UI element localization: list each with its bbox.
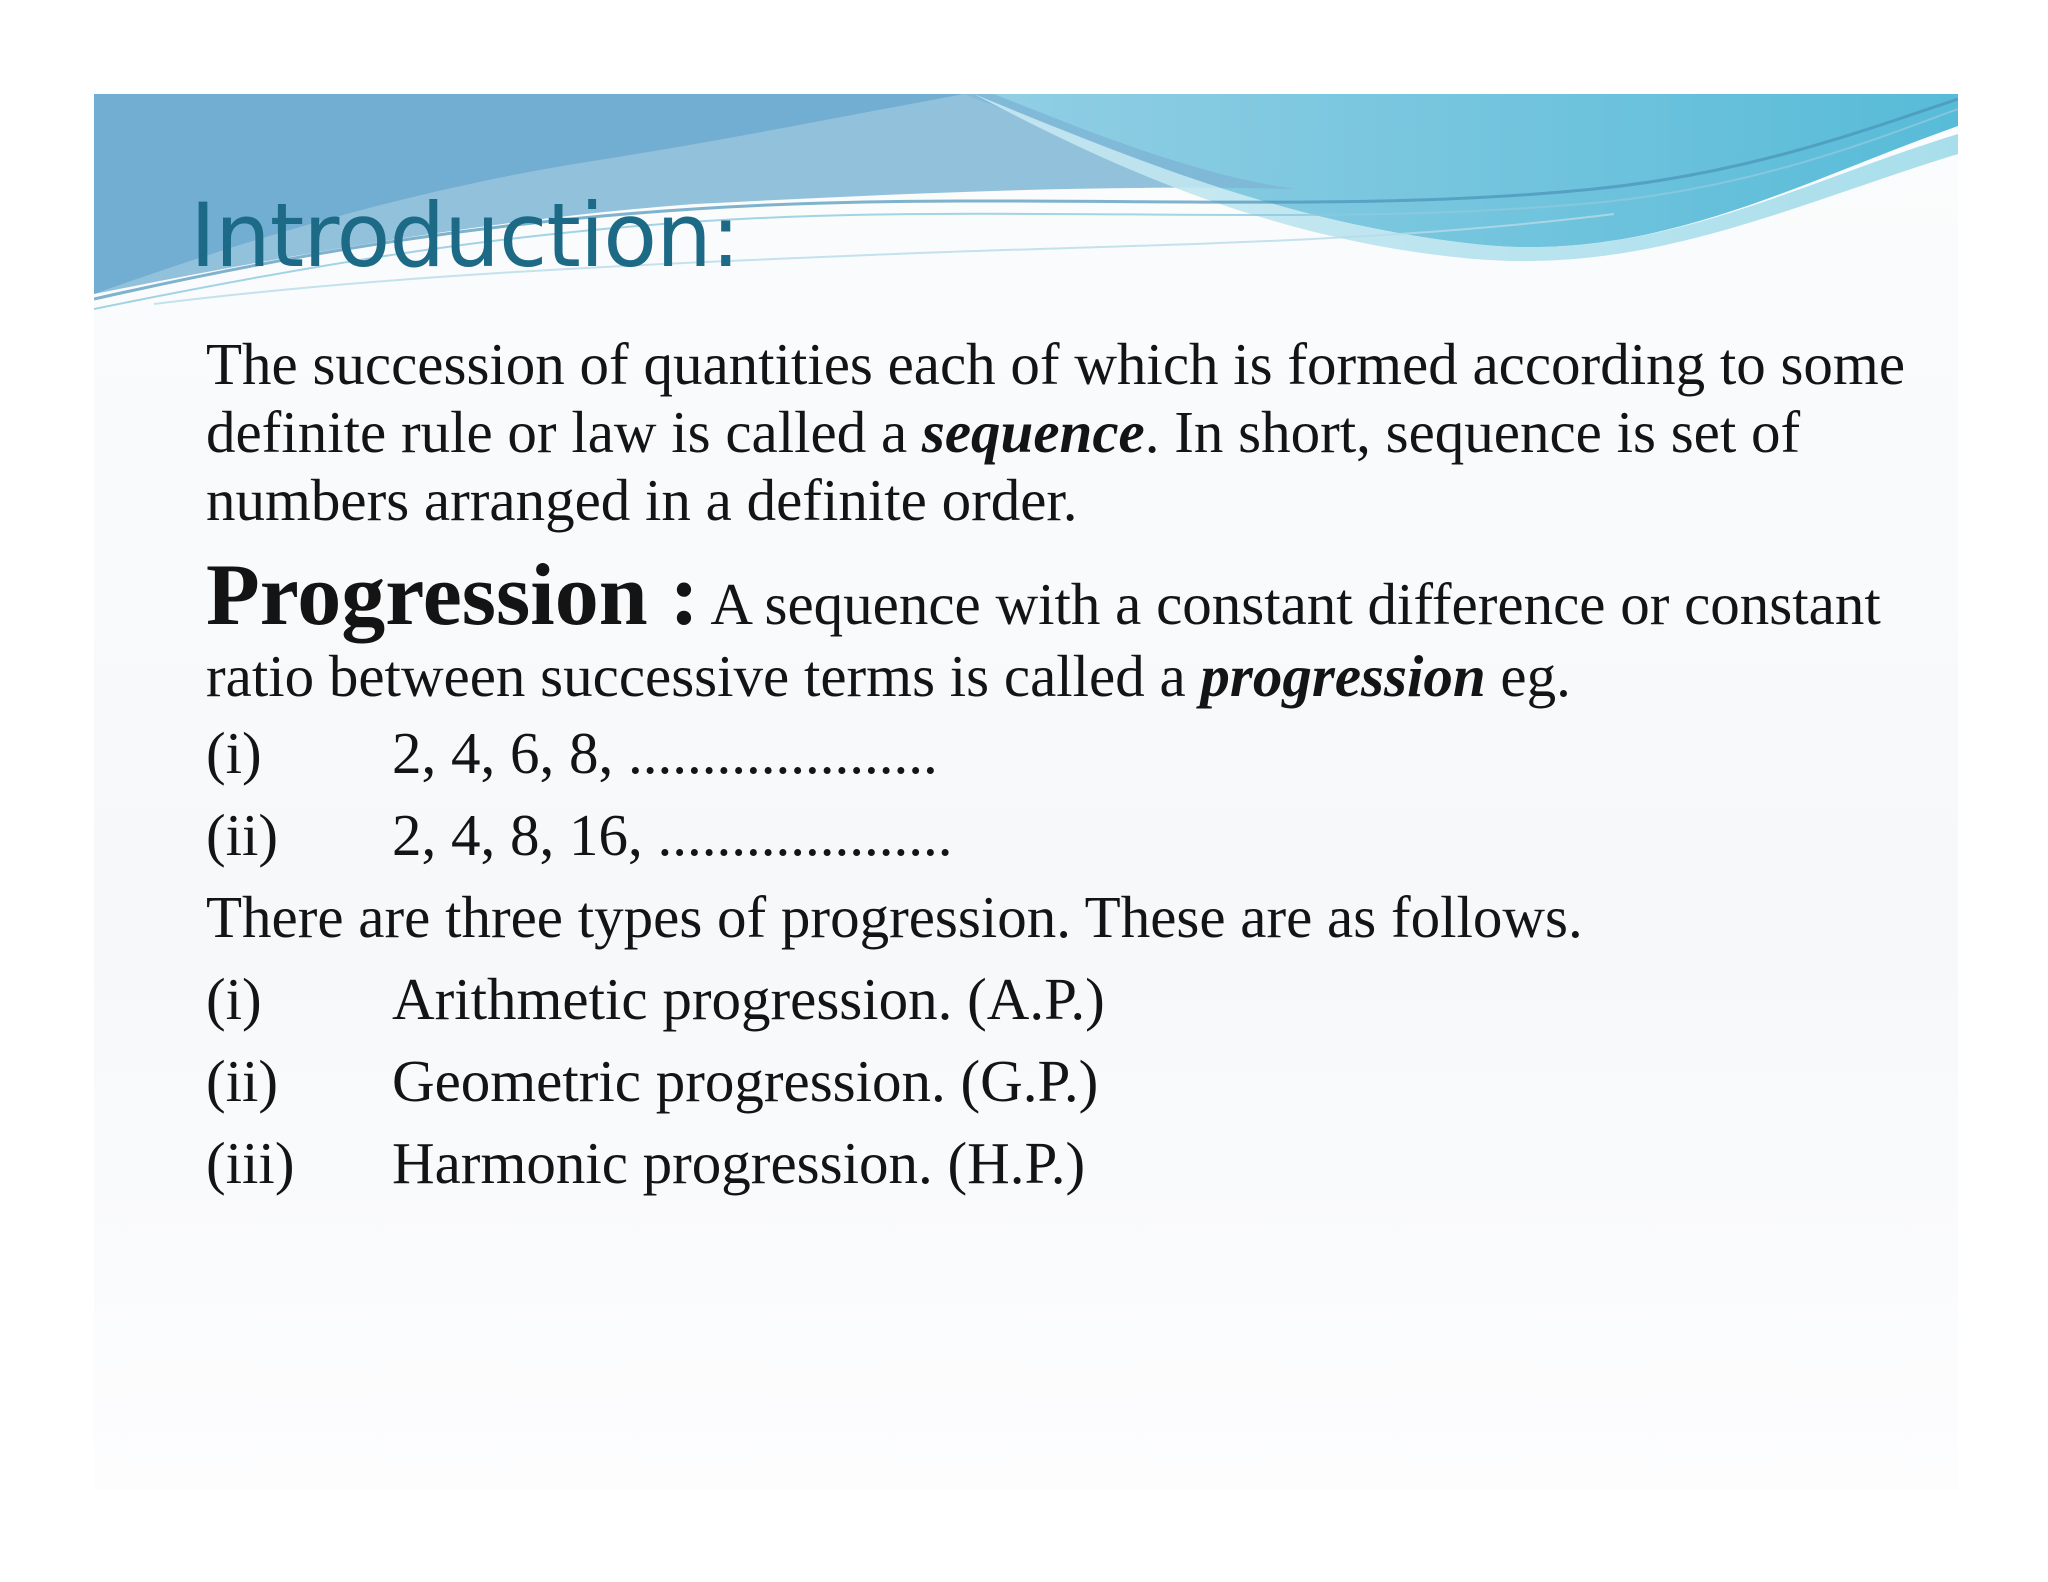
example-item [206, 794, 1926, 876]
example-text: 2, 4, 6, 8, ..................... [392, 720, 938, 786]
type-text: Harmonic progression. (H.P.) [392, 1130, 1086, 1196]
sequence-definition [206, 330, 1926, 534]
type-text: Geometric progression. (G.P.) [392, 1048, 1099, 1114]
sequence-text-after: . In short, sequence is set of numbers arranged in a definite order. [206, 399, 1801, 533]
progression-heading: Progression : [206, 547, 699, 644]
types-list [206, 958, 1926, 1204]
type-item [206, 1122, 1926, 1204]
example-text: 2, 4, 8, 16, .................... [392, 802, 953, 868]
example-number: (ii) [206, 802, 279, 868]
progression-term: progression [1200, 643, 1486, 709]
sequence-term: sequence [921, 399, 1145, 465]
slide-title: Introduction: [190, 184, 740, 287]
progression-definition [206, 547, 1926, 712]
type-item [206, 1040, 1926, 1122]
type-number: (ii) [206, 1048, 279, 1114]
type-item [206, 958, 1926, 1040]
examples-list [206, 712, 1926, 876]
type-number: (iii) [206, 1130, 295, 1196]
type-number: (i) [206, 966, 262, 1032]
progression-text-after: eg. [1485, 643, 1571, 709]
type-text: Arithmetic progression. (A.P.) [392, 966, 1105, 1032]
sequence-text: The succession of quantities each of which is formed according to some definite rule or law is called a [206, 331, 1906, 465]
example-item [206, 712, 1926, 794]
types-intro: There are three types of progression. These are as follows. [206, 884, 1583, 950]
slide-body [206, 330, 1926, 1204]
example-number: (i) [206, 720, 262, 786]
progression-text: A sequence with a constant difference or constant ratio between successive terms is called a [206, 571, 1881, 709]
slide [94, 94, 1958, 1490]
